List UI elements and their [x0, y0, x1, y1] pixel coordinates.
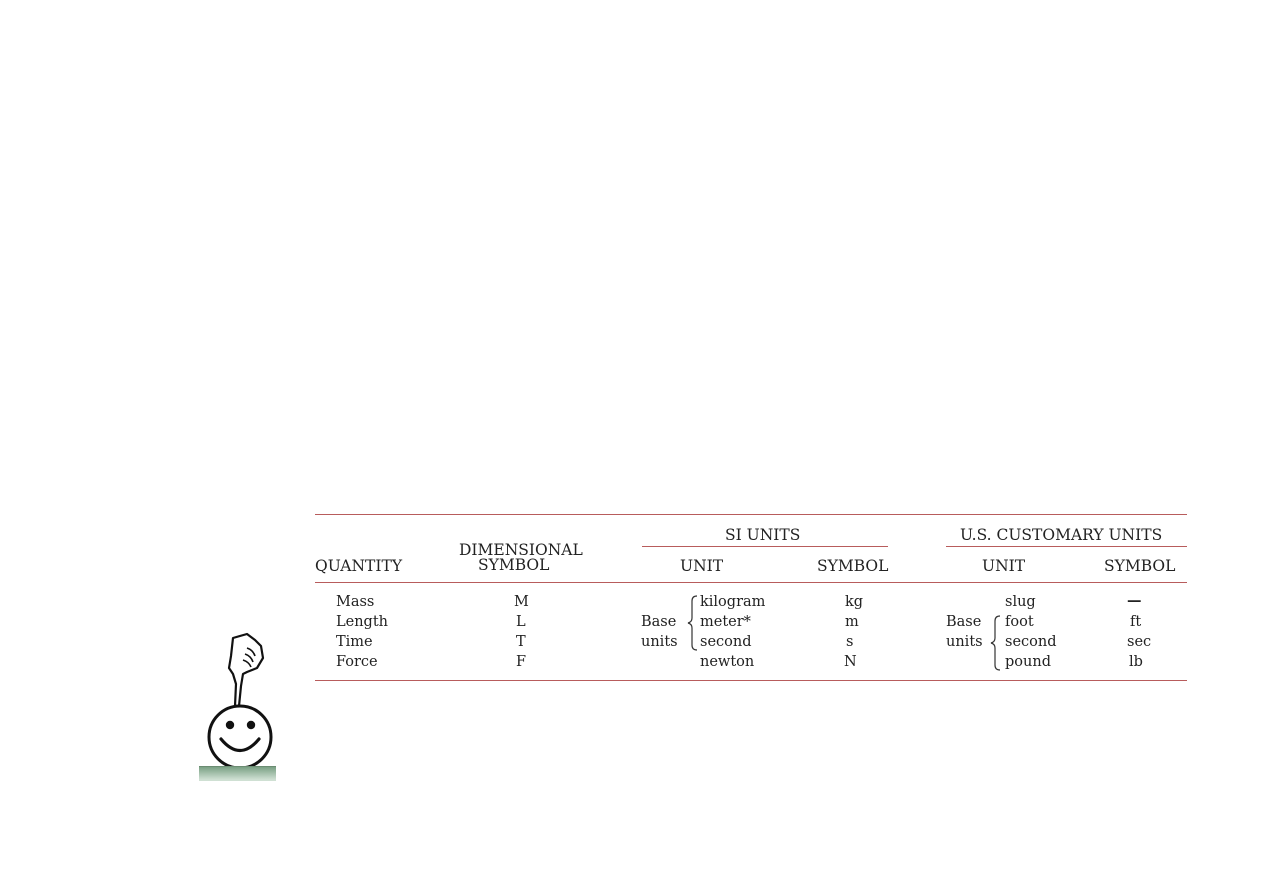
- us-base-label: Base: [946, 614, 982, 630]
- row-mass-dim: M: [514, 594, 529, 610]
- row-length-us-symbol: ft: [1130, 614, 1142, 630]
- row-mass-si-unit: kilogram: [700, 594, 766, 610]
- si-units-group-header: SI UNITS: [725, 526, 801, 544]
- row-length-quantity: Length: [336, 614, 388, 630]
- header-bottom-rule: [315, 582, 1187, 583]
- si-symbol-header: SYMBOL: [817, 557, 889, 575]
- dimensional-header-line2: SYMBOL: [478, 556, 550, 574]
- row-force-us-unit: pound: [1005, 654, 1051, 670]
- row-time-us-symbol: sec: [1127, 634, 1152, 650]
- row-mass-quantity: Mass: [336, 594, 375, 610]
- row-time-dim: T: [516, 634, 526, 650]
- row-length-si-symbol: m: [845, 614, 859, 630]
- row-mass-us-unit: slug: [1005, 594, 1036, 610]
- si-unit-header: UNIT: [680, 557, 724, 575]
- us-group-rule: [946, 546, 1187, 547]
- row-length-si-unit: meter*: [700, 614, 751, 630]
- us-symbol-header: SYMBOL: [1104, 557, 1176, 575]
- row-force-us-symbol: lb: [1129, 654, 1143, 670]
- row-time-si-symbol: s: [846, 634, 854, 650]
- row-force-si-symbol: N: [844, 654, 857, 670]
- row-mass-us-symbol: —: [1127, 592, 1142, 609]
- smiley-pointing-icon: [195, 628, 285, 768]
- row-length-us-unit: foot: [1005, 614, 1034, 630]
- row-force-dim: F: [516, 654, 527, 670]
- row-time-quantity: Time: [336, 634, 373, 650]
- us-unit-header: UNIT: [982, 557, 1026, 575]
- si-group-rule: [642, 546, 888, 547]
- row-time-us-unit: second: [1005, 634, 1057, 650]
- si-base-units-brace: [687, 594, 699, 652]
- table-bottom-rule: [315, 680, 1187, 681]
- dimensional-header-line1: DIMENSIONAL: [459, 541, 583, 559]
- us-units-group-header: U.S. CUSTOMARY UNITS: [960, 526, 1163, 544]
- row-force-quantity: Force: [336, 654, 378, 670]
- row-force-si-unit: newton: [700, 654, 755, 670]
- row-mass-si-symbol: kg: [845, 594, 864, 610]
- us-base-units-brace: [990, 614, 1002, 672]
- quantity-header: QUANTITY: [315, 557, 403, 575]
- si-base-label: Base: [641, 614, 677, 630]
- si-units-label: units: [641, 634, 678, 650]
- row-time-si-unit: second: [700, 634, 752, 650]
- us-units-label: units: [946, 634, 983, 650]
- mascot-pedestal: [199, 766, 276, 781]
- row-length-dim: L: [516, 614, 526, 630]
- table-top-rule: [315, 514, 1187, 515]
